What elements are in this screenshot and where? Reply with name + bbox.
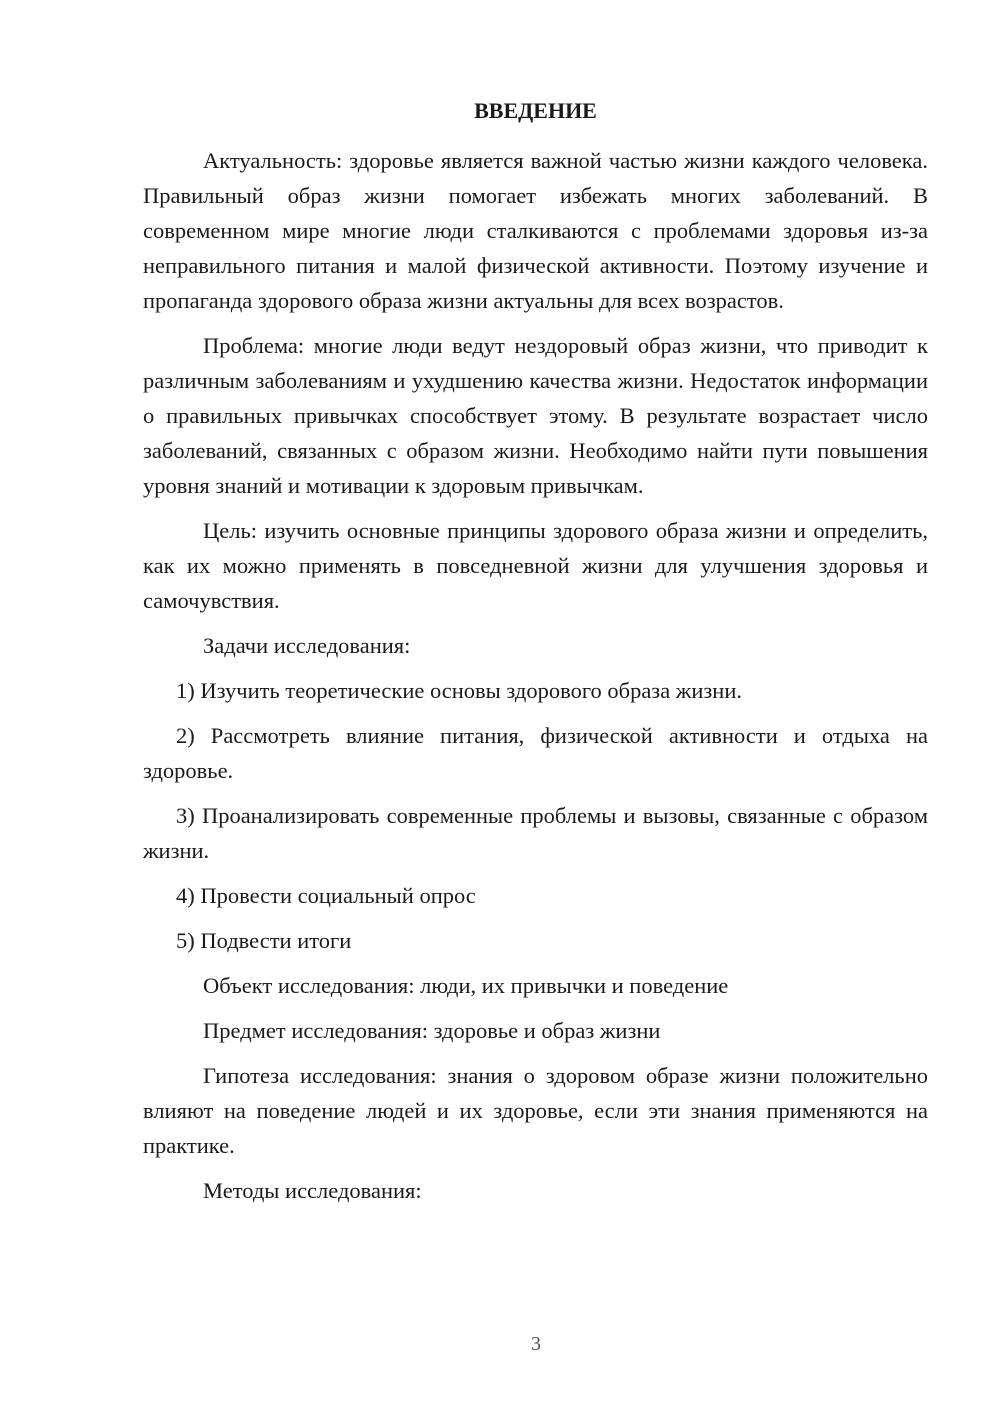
goal-paragraph: Цель: изучить основные принципы здорового образа жизни и определить, как их можно применять в повседневной жизни для улучшения здоровья и самочувствия. bbox=[143, 518, 928, 613]
task-item: 4) Провести социальный опрос bbox=[176, 883, 476, 908]
tasks-title: Задачи исследования: bbox=[203, 633, 411, 658]
page-number: 3 bbox=[531, 1333, 541, 1355]
page-content bbox=[143, 93, 928, 1218]
task-item: 1) Изучить теоретические основы здорового образа жизни. bbox=[176, 678, 742, 703]
subject-line: Предмет исследования: здоровье и образ жизни bbox=[203, 1018, 661, 1043]
relevance-paragraph: Актуальность: здоровье является важной частью жизни каждого человека. Правильный образ жизни помогает избежать многих заболеваний. В современном мире многие люди сталкиваются с проблемами здоровья из-за неправильного питания и малой физической активности. Поэтому изучение и пропаганда здорового образа жизни актуальны для всех возрастов. bbox=[143, 148, 928, 313]
object-line: Объект исследования: люди, их привычки и поведение bbox=[203, 973, 729, 998]
page-title: ВВЕДЕНИЕ bbox=[474, 98, 597, 123]
hypothesis-paragraph: Гипотеза исследования: знания о здоровом образе жизни положительно влияют на поведение людей и их здоровье, если эти знания применяются на практике. bbox=[143, 1063, 928, 1158]
methods-title: Методы исследования: bbox=[203, 1178, 422, 1203]
task-item: 5) Подвести итоги bbox=[176, 928, 352, 953]
problem-paragraph: Проблема: многие люди ведут нездоровый образ жизни, что приводит к различным заболеваниям и ухудшению качества жизни. Недостаток информации о правильных привычках способствует этому. В результате возрастает число заболеваний, связанных с образом жизни. Необходимо найти пути повышения уровня знаний и мотивации к здоровым привычкам. bbox=[143, 333, 928, 498]
task-item: 2) Рассмотреть влияние питания, физической активности и отдыха на здоровье. bbox=[143, 723, 928, 783]
task-item: 3) Проанализировать современные проблемы и вызовы, связанные с образом жизни. bbox=[143, 803, 928, 863]
